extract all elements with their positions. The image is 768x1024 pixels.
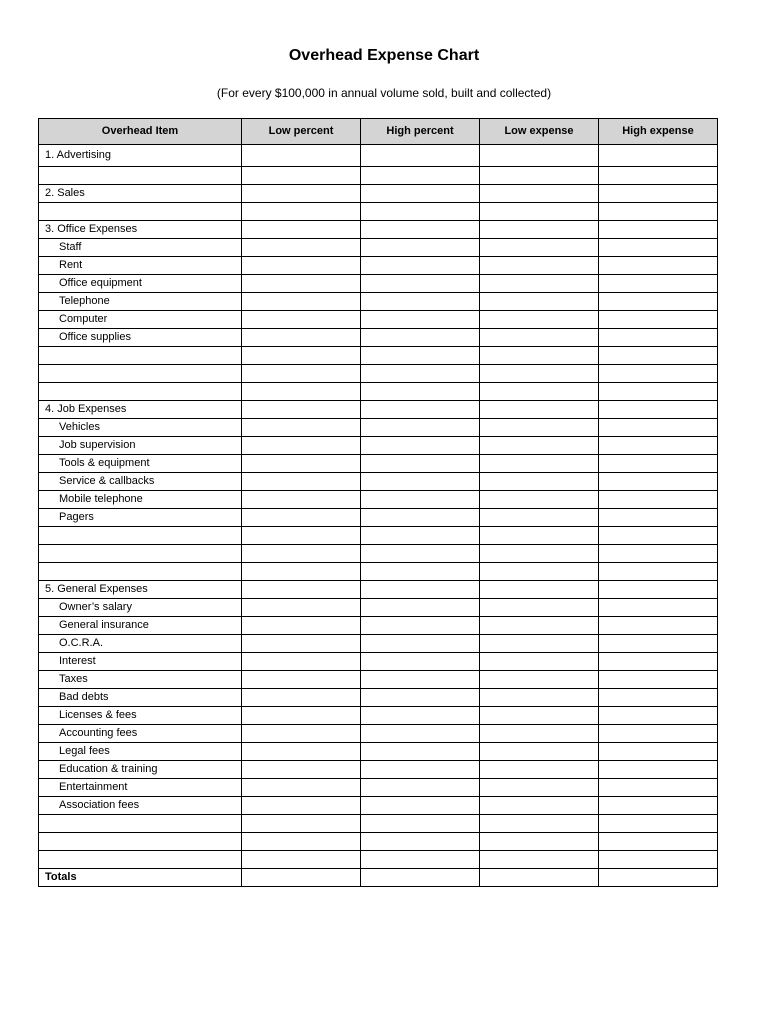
high-expense-cell[interactable] xyxy=(599,617,718,635)
low-expense-cell[interactable] xyxy=(480,761,599,779)
high-percent-cell[interactable] xyxy=(361,743,480,761)
low-percent-cell[interactable] xyxy=(242,869,361,887)
overhead-item-cell: Licenses & fees xyxy=(39,707,242,725)
high-expense-cell[interactable] xyxy=(599,185,718,203)
high-expense-cell[interactable] xyxy=(599,815,718,833)
overhead-expense-table xyxy=(38,118,718,887)
low-percent-cell[interactable] xyxy=(242,491,361,509)
overhead-item-cell: Association fees xyxy=(39,797,242,815)
high-expense-cell[interactable] xyxy=(599,257,718,275)
low-expense-cell[interactable] xyxy=(480,437,599,455)
low-percent-cell[interactable] xyxy=(242,347,361,365)
high-percent-cell[interactable] xyxy=(361,653,480,671)
low-percent-cell[interactable] xyxy=(242,167,361,185)
high-percent-cell[interactable] xyxy=(361,167,480,185)
table-row xyxy=(39,491,718,509)
low-expense-cell[interactable] xyxy=(480,527,599,545)
overhead-item-cell: Pagers xyxy=(39,509,242,527)
overhead-item-cell: 3. Office Expenses xyxy=(39,221,242,239)
low-percent-cell[interactable] xyxy=(242,635,361,653)
high-percent-cell[interactable] xyxy=(361,491,480,509)
high-expense-cell[interactable] xyxy=(599,455,718,473)
low-percent-cell[interactable] xyxy=(242,437,361,455)
high-percent-cell[interactable] xyxy=(361,581,480,599)
low-percent-cell[interactable] xyxy=(242,797,361,815)
high-expense-cell[interactable] xyxy=(599,761,718,779)
page-subtitle: (For every $100,000 in annual volume sold, built and collected) xyxy=(216,86,552,100)
high-percent-cell[interactable] xyxy=(361,599,480,617)
low-percent-cell[interactable] xyxy=(242,671,361,689)
low-percent-cell[interactable] xyxy=(242,527,361,545)
low-expense-cell[interactable] xyxy=(480,581,599,599)
table-row xyxy=(39,419,718,437)
low-percent-cell[interactable] xyxy=(242,145,361,167)
table-row xyxy=(39,365,718,383)
low-percent-cell[interactable] xyxy=(242,653,361,671)
high-expense-cell[interactable] xyxy=(599,563,718,581)
high-expense-cell[interactable] xyxy=(599,401,718,419)
overhead-item-cell: Taxes xyxy=(39,671,242,689)
low-percent-cell[interactable] xyxy=(242,311,361,329)
overhead-item-cell: Vehicles xyxy=(39,419,242,437)
high-percent-cell[interactable] xyxy=(361,275,480,293)
high-expense-cell[interactable] xyxy=(599,527,718,545)
high-percent-cell[interactable] xyxy=(361,671,480,689)
high-percent-cell[interactable] xyxy=(361,545,480,563)
low-expense-cell[interactable] xyxy=(480,815,599,833)
overhead-item-cell: Staff xyxy=(39,239,242,257)
low-percent-cell[interactable] xyxy=(242,401,361,419)
low-percent-cell[interactable] xyxy=(242,779,361,797)
table-row xyxy=(39,707,718,725)
high-expense-cell[interactable] xyxy=(599,329,718,347)
low-expense-cell[interactable] xyxy=(480,779,599,797)
low-percent-cell[interactable] xyxy=(242,689,361,707)
high-expense-cell[interactable] xyxy=(599,851,718,869)
overhead-item-cell xyxy=(39,833,242,851)
low-expense-cell[interactable] xyxy=(480,653,599,671)
low-percent-cell[interactable] xyxy=(242,833,361,851)
low-percent-cell[interactable] xyxy=(242,329,361,347)
overhead-item-cell: Mobile telephone xyxy=(39,491,242,509)
high-percent-cell[interactable] xyxy=(361,221,480,239)
table-row xyxy=(39,779,718,797)
low-percent-cell[interactable] xyxy=(242,221,361,239)
low-expense-cell[interactable] xyxy=(480,473,599,491)
low-expense-cell[interactable] xyxy=(480,869,599,887)
table-row xyxy=(39,473,718,491)
high-expense-cell[interactable] xyxy=(599,581,718,599)
table-row xyxy=(39,383,718,401)
overhead-item-cell: 1. Advertising xyxy=(39,145,242,167)
table-row xyxy=(39,761,718,779)
high-expense-cell[interactable] xyxy=(599,599,718,617)
column-header-low-percent: Low percent xyxy=(242,119,361,145)
high-percent-cell[interactable] xyxy=(361,869,480,887)
low-expense-cell[interactable] xyxy=(480,239,599,257)
high-percent-cell[interactable] xyxy=(361,527,480,545)
overhead-item-cell: Entertainment xyxy=(39,779,242,797)
high-expense-cell[interactable] xyxy=(599,145,718,167)
high-percent-cell[interactable] xyxy=(361,239,480,257)
low-expense-cell[interactable] xyxy=(480,275,599,293)
low-percent-cell[interactable] xyxy=(242,815,361,833)
high-percent-cell[interactable] xyxy=(361,725,480,743)
table-row xyxy=(39,743,718,761)
low-expense-cell[interactable] xyxy=(480,419,599,437)
low-expense-cell[interactable] xyxy=(480,203,599,221)
table-row xyxy=(39,311,718,329)
low-percent-cell[interactable] xyxy=(242,257,361,275)
high-expense-cell[interactable] xyxy=(599,833,718,851)
low-percent-cell[interactable] xyxy=(242,473,361,491)
high-expense-cell[interactable] xyxy=(599,671,718,689)
low-expense-cell[interactable] xyxy=(480,311,599,329)
low-expense-cell[interactable] xyxy=(480,833,599,851)
overhead-item-cell xyxy=(39,815,242,833)
overhead-item-cell xyxy=(39,203,242,221)
table-row xyxy=(39,869,718,887)
high-expense-cell[interactable] xyxy=(599,365,718,383)
high-percent-cell[interactable] xyxy=(361,401,480,419)
overhead-item-cell xyxy=(39,851,242,869)
high-percent-cell[interactable] xyxy=(361,617,480,635)
overhead-item-cell: Interest xyxy=(39,653,242,671)
overhead-item-cell: Telephone xyxy=(39,293,242,311)
high-percent-cell[interactable] xyxy=(361,689,480,707)
overhead-item-cell: Office supplies xyxy=(39,329,242,347)
table-row xyxy=(39,185,718,203)
high-percent-cell[interactable] xyxy=(361,455,480,473)
high-percent-cell[interactable] xyxy=(361,473,480,491)
high-expense-cell[interactable] xyxy=(599,383,718,401)
low-expense-cell[interactable] xyxy=(480,707,599,725)
table-row xyxy=(39,635,718,653)
table-header-row xyxy=(39,119,718,145)
high-expense-cell[interactable] xyxy=(599,275,718,293)
overhead-item-cell: Totals xyxy=(39,869,242,887)
high-expense-cell[interactable] xyxy=(599,437,718,455)
high-percent-cell[interactable] xyxy=(361,509,480,527)
table-row xyxy=(39,401,718,419)
high-percent-cell[interactable] xyxy=(361,635,480,653)
overhead-item-cell: Legal fees xyxy=(39,743,242,761)
low-expense-cell[interactable] xyxy=(480,689,599,707)
table-row xyxy=(39,167,718,185)
table-row xyxy=(39,239,718,257)
low-percent-cell[interactable] xyxy=(242,707,361,725)
table-row xyxy=(39,563,718,581)
high-percent-cell[interactable] xyxy=(361,185,480,203)
low-percent-cell[interactable] xyxy=(242,419,361,437)
high-expense-cell[interactable] xyxy=(599,725,718,743)
low-expense-cell[interactable] xyxy=(480,293,599,311)
low-percent-cell[interactable] xyxy=(242,563,361,581)
low-expense-cell[interactable] xyxy=(480,329,599,347)
low-percent-cell[interactable] xyxy=(242,743,361,761)
table-row xyxy=(39,797,718,815)
table-body xyxy=(39,145,718,887)
high-expense-cell[interactable] xyxy=(599,545,718,563)
overhead-item-cell: Education & training xyxy=(39,761,242,779)
low-expense-cell[interactable] xyxy=(480,545,599,563)
high-expense-cell[interactable] xyxy=(599,779,718,797)
high-expense-cell[interactable] xyxy=(599,221,718,239)
high-expense-cell[interactable] xyxy=(599,167,718,185)
overhead-item-cell: Bad debts xyxy=(39,689,242,707)
overhead-item-cell: Computer xyxy=(39,311,242,329)
table-row xyxy=(39,671,718,689)
low-expense-cell[interactable] xyxy=(480,365,599,383)
high-expense-cell[interactable] xyxy=(599,419,718,437)
low-expense-cell[interactable] xyxy=(480,401,599,419)
high-percent-cell[interactable] xyxy=(361,329,480,347)
low-expense-cell[interactable] xyxy=(480,725,599,743)
low-percent-cell[interactable] xyxy=(242,599,361,617)
overhead-item-cell: Tools & equipment xyxy=(39,455,242,473)
low-expense-cell[interactable] xyxy=(480,563,599,581)
high-expense-cell[interactable] xyxy=(599,293,718,311)
low-percent-cell[interactable] xyxy=(242,203,361,221)
low-percent-cell[interactable] xyxy=(242,365,361,383)
overhead-item-cell: 5. General Expenses xyxy=(39,581,242,599)
table-row xyxy=(39,581,718,599)
low-expense-cell[interactable] xyxy=(480,383,599,401)
overhead-item-cell: 2. Sales xyxy=(39,185,242,203)
overhead-item-cell xyxy=(39,383,242,401)
table-row xyxy=(39,293,718,311)
overhead-item-cell: 4. Job Expenses xyxy=(39,401,242,419)
high-percent-cell[interactable] xyxy=(361,779,480,797)
low-percent-cell[interactable] xyxy=(242,851,361,869)
high-expense-cell[interactable] xyxy=(599,203,718,221)
table-row xyxy=(39,509,718,527)
high-percent-cell[interactable] xyxy=(361,437,480,455)
low-expense-cell[interactable] xyxy=(480,491,599,509)
high-expense-cell[interactable] xyxy=(599,707,718,725)
overhead-item-cell xyxy=(39,527,242,545)
low-percent-cell[interactable] xyxy=(242,725,361,743)
high-percent-cell[interactable] xyxy=(361,833,480,851)
low-expense-cell[interactable] xyxy=(480,635,599,653)
table-row xyxy=(39,599,718,617)
table-row xyxy=(39,833,718,851)
table-row xyxy=(39,725,718,743)
high-expense-cell[interactable] xyxy=(599,869,718,887)
overhead-item-cell: Accounting fees xyxy=(39,725,242,743)
high-percent-cell[interactable] xyxy=(361,203,480,221)
overhead-item-cell: Service & callbacks xyxy=(39,473,242,491)
table-row xyxy=(39,275,718,293)
overhead-item-cell xyxy=(39,347,242,365)
overhead-item-cell: Office equipment xyxy=(39,275,242,293)
overhead-item-cell: Job supervision xyxy=(39,437,242,455)
high-percent-cell[interactable] xyxy=(361,851,480,869)
high-expense-cell[interactable] xyxy=(599,239,718,257)
table-row xyxy=(39,437,718,455)
low-expense-cell[interactable] xyxy=(480,797,599,815)
low-percent-cell[interactable] xyxy=(242,617,361,635)
low-percent-cell[interactable] xyxy=(242,761,361,779)
high-expense-cell[interactable] xyxy=(599,347,718,365)
overhead-item-cell xyxy=(39,545,242,563)
low-percent-cell[interactable] xyxy=(242,545,361,563)
low-expense-cell[interactable] xyxy=(480,185,599,203)
overhead-item-cell: O.C.R.A. xyxy=(39,635,242,653)
table-row xyxy=(39,221,718,239)
table-row xyxy=(39,527,718,545)
low-expense-cell[interactable] xyxy=(480,509,599,527)
table-row xyxy=(39,455,718,473)
low-expense-cell[interactable] xyxy=(480,851,599,869)
low-percent-cell[interactable] xyxy=(242,581,361,599)
overhead-item-cell xyxy=(39,167,242,185)
table-row xyxy=(39,689,718,707)
high-percent-cell[interactable] xyxy=(361,797,480,815)
high-percent-cell[interactable] xyxy=(361,419,480,437)
table-row xyxy=(39,545,718,563)
high-percent-cell[interactable] xyxy=(361,707,480,725)
high-expense-cell[interactable] xyxy=(599,509,718,527)
high-expense-cell[interactable] xyxy=(599,635,718,653)
low-percent-cell[interactable] xyxy=(242,185,361,203)
high-percent-cell[interactable] xyxy=(361,365,480,383)
low-expense-cell[interactable] xyxy=(480,617,599,635)
high-percent-cell[interactable] xyxy=(361,815,480,833)
table-row xyxy=(39,257,718,275)
low-percent-cell[interactable] xyxy=(242,509,361,527)
high-expense-cell[interactable] xyxy=(599,797,718,815)
high-expense-cell[interactable] xyxy=(599,689,718,707)
table-row xyxy=(39,145,718,167)
column-header-high-percent: High percent xyxy=(361,119,480,145)
table-row xyxy=(39,617,718,635)
table-row xyxy=(39,815,718,833)
low-expense-cell[interactable] xyxy=(480,167,599,185)
high-expense-cell[interactable] xyxy=(599,311,718,329)
low-expense-cell[interactable] xyxy=(480,743,599,761)
high-percent-cell[interactable] xyxy=(361,311,480,329)
low-percent-cell[interactable] xyxy=(242,293,361,311)
low-expense-cell[interactable] xyxy=(480,671,599,689)
low-expense-cell[interactable] xyxy=(480,599,599,617)
overhead-item-cell: Rent xyxy=(39,257,242,275)
high-expense-cell[interactable] xyxy=(599,491,718,509)
low-percent-cell[interactable] xyxy=(242,455,361,473)
high-percent-cell[interactable] xyxy=(361,347,480,365)
page-title: Overhead Expense Chart xyxy=(288,47,480,64)
table-row xyxy=(39,203,718,221)
low-expense-cell[interactable] xyxy=(480,257,599,275)
low-percent-cell[interactable] xyxy=(242,275,361,293)
overhead-item-cell: General insurance xyxy=(39,617,242,635)
high-percent-cell[interactable] xyxy=(361,761,480,779)
table-row xyxy=(39,329,718,347)
high-expense-cell[interactable] xyxy=(599,743,718,761)
low-percent-cell[interactable] xyxy=(242,239,361,257)
column-header-overhead-item: Overhead Item xyxy=(39,119,242,145)
low-expense-cell[interactable] xyxy=(480,145,599,167)
high-percent-cell[interactable] xyxy=(361,145,480,167)
low-expense-cell[interactable] xyxy=(480,347,599,365)
high-percent-cell[interactable] xyxy=(361,293,480,311)
low-expense-cell[interactable] xyxy=(480,455,599,473)
overhead-item-cell xyxy=(39,365,242,383)
low-expense-cell[interactable] xyxy=(480,221,599,239)
high-percent-cell[interactable] xyxy=(361,563,480,581)
overhead-item-cell: Owner’s salary xyxy=(39,599,242,617)
table-row xyxy=(39,653,718,671)
low-percent-cell[interactable] xyxy=(242,383,361,401)
high-percent-cell[interactable] xyxy=(361,257,480,275)
high-expense-cell[interactable] xyxy=(599,473,718,491)
column-header-high-expense: High expense xyxy=(599,119,718,145)
table-row xyxy=(39,851,718,869)
column-header-low-expense: Low expense xyxy=(480,119,599,145)
overhead-item-cell xyxy=(39,563,242,581)
table-row xyxy=(39,347,718,365)
high-percent-cell[interactable] xyxy=(361,383,480,401)
high-expense-cell[interactable] xyxy=(599,653,718,671)
